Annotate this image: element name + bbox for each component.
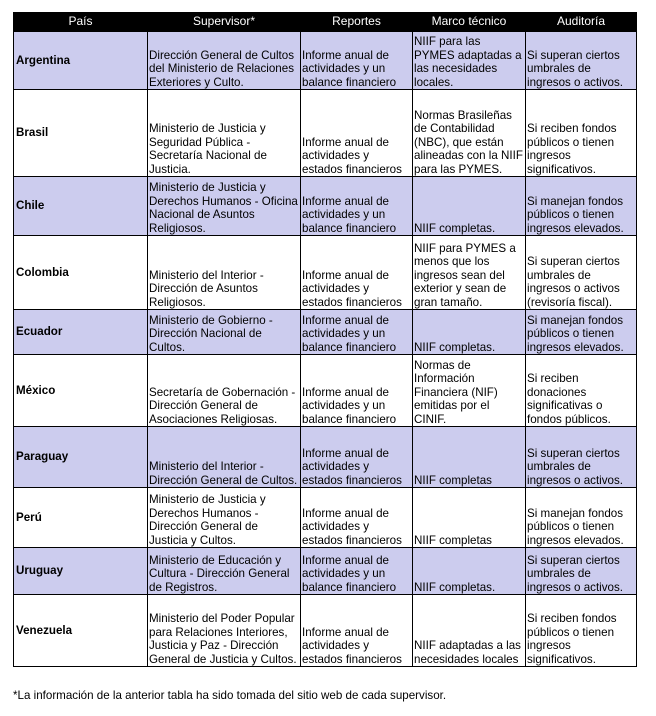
marco-tecnico-cell: Normas Brasileñas de Contabilidad (NBC), que están alineadas con la NIIF para las PYMES. bbox=[413, 90, 526, 177]
supervisor-cell: Ministerio de Educación y Cultura - Dirección General de Registros. bbox=[148, 548, 301, 595]
auditoria-cell: Si manejan fondos públicos o tienen ingresos elevados. bbox=[526, 310, 637, 355]
supervisor-cell: Ministerio del Poder Popular para Relaciones Interiores, Justicia y Paz - Dirección General de Justicia y Cultos. bbox=[148, 595, 301, 667]
table-header-row bbox=[14, 13, 637, 32]
auditoria-cell: Si superan ciertos umbrales de ingresos o activos (revisoría fiscal). bbox=[526, 236, 637, 310]
country-cell: Paraguay bbox=[14, 427, 148, 488]
auditoria-cell: Si superan ciertos umbrales de ingresos o activos. bbox=[526, 427, 637, 488]
country-cell: Colombia bbox=[14, 236, 148, 310]
country-cell: Ecuador bbox=[14, 310, 148, 355]
reportes-cell: Informe anual de actividades y estados financieros bbox=[301, 595, 413, 667]
table-row bbox=[14, 427, 637, 488]
reportes-cell: Informe anual de actividades y un balance financiero bbox=[301, 32, 413, 90]
country-cell: Perú bbox=[14, 488, 148, 548]
table-row bbox=[14, 177, 637, 236]
marco-tecnico-cell: NIIF adaptadas a las necesidades locales bbox=[413, 595, 526, 667]
auditoria-cell: Si superan ciertos umbrales de ingresos o activos. bbox=[526, 548, 637, 595]
country-cell: Argentina bbox=[14, 32, 148, 90]
marco-tecnico-cell: NIIF para PYMES a menos que los ingresos sean del exterior y sean de gran tamaño. bbox=[413, 236, 526, 310]
auditoria-cell: Si superan ciertos umbrales de ingresos o activos. bbox=[526, 32, 637, 90]
supervisor-cell: Dirección General de Cultos del Ministerio de Relaciones Exteriores y Culto. bbox=[148, 32, 301, 90]
table-row bbox=[14, 548, 637, 595]
header-supervisor: Supervisor* bbox=[148, 13, 301, 32]
marco-tecnico-cell: NIIF para las PYMES adaptadas a las necesidades locales. bbox=[413, 32, 526, 90]
header-pais: País bbox=[14, 13, 148, 32]
country-cell: Uruguay bbox=[14, 548, 148, 595]
supervisor-cell: Ministerio del Interior - Dirección de Asuntos Religiosos. bbox=[148, 236, 301, 310]
auditoria-cell: Si reciben donaciones significativas o fondos públicos. bbox=[526, 355, 637, 427]
marco-tecnico-cell: NIIF completas. bbox=[413, 310, 526, 355]
reportes-cell: Informe anual de actividades y un balance financiero bbox=[301, 177, 413, 236]
table-row bbox=[14, 488, 637, 548]
supervision-table bbox=[13, 12, 637, 667]
supervisor-cell: Ministerio de Justicia y Derechos Humanos - Oficina Nacional de Asuntos Religiosos. bbox=[148, 177, 301, 236]
auditoria-cell: Si manejan fondos públicos o tienen ingresos elevados. bbox=[526, 177, 637, 236]
reportes-cell: Informe anual de actividades y un balance financiero bbox=[301, 548, 413, 595]
country-cell: Venezuela bbox=[14, 595, 148, 667]
reportes-cell: Informe anual de actividades y estados financieros bbox=[301, 427, 413, 488]
reportes-cell: Informe anual de actividades y un balance financiero bbox=[301, 355, 413, 427]
reportes-cell: Informe anual de actividades y un balance financiero bbox=[301, 310, 413, 355]
marco-tecnico-cell: Normas de Información Financiera (NIF) emitidas por el CINIF. bbox=[413, 355, 526, 427]
supervisor-cell: Ministerio de Justicia y Derechos Humanos - Dirección General de Justicia y Cultos. bbox=[148, 488, 301, 548]
country-cell: Brasil bbox=[14, 90, 148, 177]
reportes-cell: Informe anual de actividades y estados financieros bbox=[301, 90, 413, 177]
header-auditoria: Auditoría bbox=[526, 13, 637, 32]
marco-tecnico-cell: NIIF completas bbox=[413, 427, 526, 488]
supervisor-cell: Ministerio de Justicia y Seguridad Pública - Secretaría Nacional de Justicia. bbox=[148, 90, 301, 177]
supervisor-cell: Secretaría de Gobernación - Dirección General de Asociaciones Religiosas. bbox=[148, 355, 301, 427]
table-row bbox=[14, 595, 637, 667]
table-row bbox=[14, 32, 637, 90]
reportes-cell: Informe anual de actividades y estados financieros bbox=[301, 236, 413, 310]
marco-tecnico-cell: NIIF completas bbox=[413, 488, 526, 548]
country-cell: Chile bbox=[14, 177, 148, 236]
marco-tecnico-cell: NIIF completas. bbox=[413, 548, 526, 595]
marco-tecnico-cell: NIIF completas. bbox=[413, 177, 526, 236]
supervisor-cell: Ministerio del Interior - Dirección General de Cultos. bbox=[148, 427, 301, 488]
header-marco-tecnico: Marco técnico bbox=[413, 13, 526, 32]
table-row bbox=[14, 310, 637, 355]
auditoria-cell: Si reciben fondos públicos o tienen ingresos significativos. bbox=[526, 595, 637, 667]
supervisor-cell: Ministerio de Gobierno - Dirección Nacional de Cultos. bbox=[148, 310, 301, 355]
reportes-cell: Informe anual de actividades y estados financieros bbox=[301, 488, 413, 548]
table-row bbox=[14, 236, 637, 310]
table-row bbox=[14, 90, 637, 177]
footnote: *La información de la anterior tabla ha sido tomada del sitio web de cada supervisor. bbox=[13, 689, 447, 702]
auditoria-cell: Si manejan fondos públicos o tienen ingresos elevados. bbox=[526, 488, 637, 548]
auditoria-cell: Si reciben fondos públicos o tienen ingresos significativos. bbox=[526, 90, 637, 177]
country-cell: México bbox=[14, 355, 148, 427]
header-reportes: Reportes bbox=[301, 13, 413, 32]
table-row bbox=[14, 355, 637, 427]
